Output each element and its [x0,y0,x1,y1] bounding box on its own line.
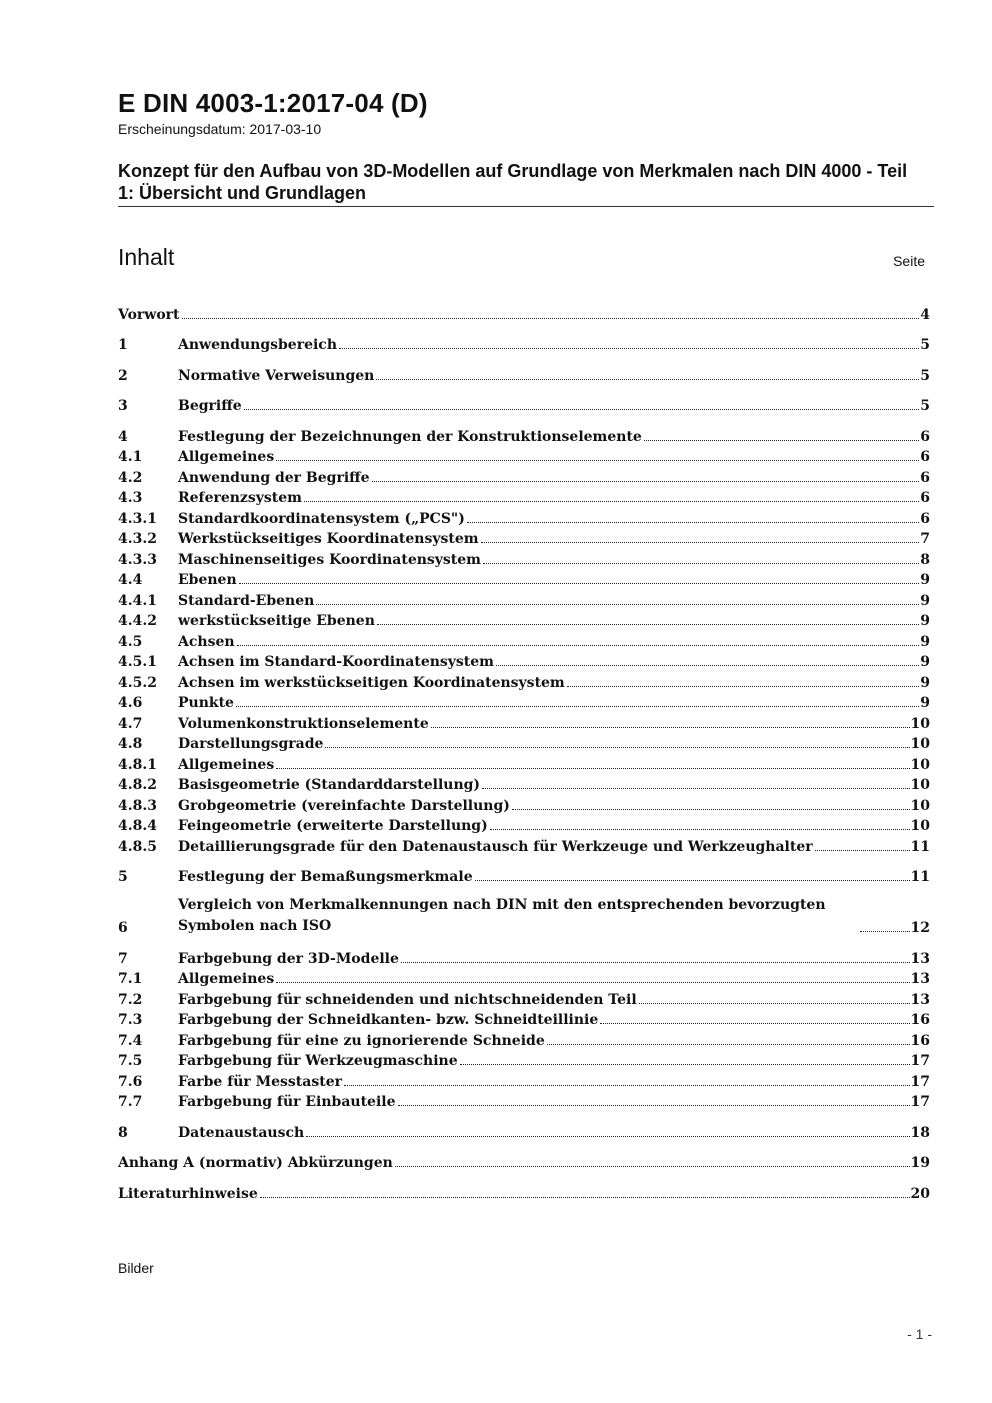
toc-entry-page: 10 [910,818,930,834]
toc-dot-leader [276,768,909,769]
toc-entry-title: Feingeometrie (erweiterte Darstellung) [178,818,488,834]
toc-entry-page: 5 [920,398,930,414]
document-title: Konzept für den Aufbau von 3D-Modellen auf Grundlage von Merkmalen nach DIN 4000 - Teil 1: Übersicht und Grundlagen [118,161,908,203]
toc-entry-title: Datenaustausch [178,1124,305,1141]
toc-entry[interactable] [118,527,930,548]
toc-entry-title: Volumenkonstruktionselemente [178,715,429,732]
toc-dot-leader [344,1085,910,1086]
toc-entry-page: 6 [920,490,930,506]
toc-entry-title: Achsen im Standard-Koordinatensystem [178,654,494,670]
toc-entry[interactable] [118,445,930,466]
toc-entry-number: 4.3 [118,490,143,506]
toc-entry-title: Detaillierungsgrade für den Datenaustausch für Werkzeuge und Werkzeughalter [178,838,813,855]
toc-entry[interactable] [118,650,930,671]
toc-entry[interactable] [118,732,930,753]
toc-entry-number: 6 [118,920,128,936]
toc-entry[interactable] [118,1049,930,1070]
toc-entry[interactable] [118,609,930,630]
toc-entry-number: 7.7 [118,1094,143,1110]
toc-entry-number: 4.3.2 [118,531,157,547]
toc-entry-page: 13 [910,971,930,987]
toc-dot-leader [860,931,910,932]
toc-dot-leader [482,788,909,789]
toc-entry-number: 8 [118,1124,128,1141]
toc-entry[interactable] [118,588,930,609]
toc-dot-leader [304,501,919,502]
toc-entry-page: 8 [920,551,930,568]
toc-entry[interactable] [118,670,930,691]
toc-entry-page: 5 [920,337,930,353]
toc-dot-leader [236,706,919,707]
toc-entry-page: 10 [910,756,930,773]
toc-entry-number: 4 [118,428,128,445]
toc-entry-title: Darstellungsgrade [178,736,324,752]
toc-entry-number: 1 [118,337,128,353]
toc-entry-page: 9 [920,695,930,711]
toc-dot-leader [260,1197,910,1198]
toc-entry[interactable] [118,394,930,415]
toc-dot-leader [512,809,910,810]
toc-entry-number: 4.5.1 [118,654,157,670]
toc-entry-number: 4.2 [118,469,143,486]
toc-dot-leader [276,460,919,461]
toc-entry-title: Achsen im werkstückseitigen Koordinatensystem [178,674,565,691]
toc-entry-title: Anwendung der Begriffe [178,469,370,486]
toc-dot-leader [398,1105,910,1106]
toc-entry-number: 7.6 [118,1073,143,1090]
toc-entry-number: 4.6 [118,695,143,711]
toc-entry-number: 4.4.1 [118,592,157,609]
toc-entry-page: 6 [920,449,930,465]
toc-dot-leader [316,604,919,605]
toc-entry-page: 5 [920,367,930,384]
toc-entry-page: 17 [910,1073,930,1090]
toc-entry-page: 18 [910,1124,930,1141]
toc-entry-title: Anwendungsbereich [178,337,337,353]
toc-dot-leader [377,624,919,625]
toc-dot-leader [567,686,920,687]
toc-dot-leader [547,1044,910,1045]
toc-entry-number: 4.8.2 [118,777,157,793]
toc-entry-number: 7.4 [118,1032,143,1049]
toc-dot-leader [815,850,910,851]
toc-entry-number: 7.3 [118,1012,143,1028]
toc-entry-number: 4.5.2 [118,674,157,691]
toc-entry-title: werkstückseitige Ebenen [178,613,375,629]
toc-entry-page: 9 [920,633,930,650]
toc-entry-number: 4.8.3 [118,797,157,814]
toc-entry[interactable] [118,793,930,814]
toc-entry-page: 7 [920,531,930,547]
toc-dot-leader [372,481,920,482]
toc-entry-title: Literaturhinweise [118,1185,258,1202]
toc-entry-page: 13 [910,950,930,967]
toc-entry[interactable] [118,1120,930,1141]
toc-entry-title: Vergleich von Merkmalkennungen nach DIN mit den entsprechenden bevorzugten Symbolen nach ISO [178,897,826,934]
toc-entry-title: Farbgebung der Schneidkanten- bzw. Schneidteillinie [178,1012,599,1028]
toc-entry[interactable] [118,424,930,445]
toc-dot-leader [395,1166,910,1167]
toc-entry-title: Farbgebung für Werkzeugmaschine [178,1053,458,1069]
toc-entry-page: 9 [920,592,930,609]
toc-entry-page: 9 [920,674,930,691]
toc-entry[interactable] [118,302,930,323]
toc-entry-page: 16 [910,1032,930,1049]
toc-entry[interactable] [118,691,930,712]
toc-entry-page: 9 [920,654,930,670]
toc-dot-leader [239,583,920,584]
toc-entry-number: 4.3.3 [118,551,157,568]
toc-entry-title: Grobgeometrie (vereinfachte Darstellung) [178,797,510,814]
page-number: - 1 - [907,1326,932,1342]
toc-entry[interactable] [118,547,930,568]
toc-entry[interactable] [118,486,930,507]
toc-dot-leader [376,379,919,380]
toc-entry-title: Maschinenseitiges Koordinatensystem [178,551,481,568]
toc-entry-number: 4.8 [118,736,143,752]
document-id: E DIN 4003-1:2017-04 (D) [118,88,428,118]
toc-dot-leader [467,522,919,523]
toc-dot-leader [401,962,910,963]
toc-entry-page: 10 [910,797,930,814]
toc-entry-title: Werkstückseitiges Koordinatensystem [178,531,479,547]
toc-entry-page: 10 [910,777,930,793]
toc-entry-number: 7.2 [118,991,143,1008]
toc-entry-title: Farbgebung für eine zu ignorierende Schneide [178,1032,545,1049]
toc-entry-title: Standardkoordinatensystem („PCS") [178,510,465,527]
toc-entry-title: Farbgebung für Einbauteile [178,1094,396,1110]
toc-entry-title: Farbgebung der 3D-Modelle [178,950,399,967]
toc-entry-page: 10 [910,715,930,732]
toc-entry-page: 9 [920,613,930,629]
toc-entry-title: Allgemeines [178,449,275,465]
toc-entry-number: 4.8.4 [118,818,157,834]
toc-heading: Inhalt [118,244,175,270]
toc-entry-page: 12 [910,920,930,936]
toc-entry[interactable] [118,1151,930,1172]
toc-entry-number: 4.4.2 [118,613,157,629]
toc-entry-page: 17 [910,1094,930,1110]
toc-entry-number: 7.1 [118,971,143,987]
toc-entry-title: Vorwort [118,306,180,323]
table-of-contents [118,302,930,1202]
toc-entry[interactable] [118,1090,930,1111]
toc-entry-number: 4.8.1 [118,756,157,773]
toc-dot-leader [276,982,909,983]
toc-entry-title: Normative Verweisungen [178,367,375,384]
toc-entry-page: 10 [910,736,930,752]
toc-entry-page: 6 [920,428,930,445]
toc-entry[interactable] [118,987,930,1008]
toc-entry-title: Punkte [178,695,234,711]
toc-entry-title: Anhang A (normativ) Abkürzungen [118,1155,393,1171]
toc-dot-leader [182,318,920,319]
toc-entry-number: 3 [118,398,128,414]
toc-dot-leader [481,542,920,543]
toc-entry-title: Basisgeometrie (Standarddarstellung) [178,777,481,793]
toc-entry-number: 5 [118,869,128,885]
toc-entry[interactable] [118,967,930,988]
toc-entry-number: 4.8.5 [118,838,157,855]
toc-entry[interactable] [118,363,930,384]
toc-dot-leader [460,1064,910,1065]
toc-entry-number: 4.3.1 [118,510,157,527]
toc-dot-leader [237,645,920,646]
toc-entry-number: 2 [118,367,128,384]
toc-dot-leader [306,1136,909,1137]
toc-entry[interactable] [118,568,930,589]
toc-entry-number: 4.1 [118,449,143,465]
toc-entry-title: Begriffe [178,398,242,414]
toc-entry-title: Farbgebung für schneidenden und nichtschneidenden Teil [178,991,637,1008]
toc-entry-title: Festlegung der Bemaßungsmerkmale [178,869,473,885]
toc-entry[interactable] [118,752,930,773]
toc-dot-leader [600,1023,909,1024]
toc-entry[interactable] [118,333,930,354]
toc-dot-leader [644,440,919,441]
toc-entry[interactable] [118,1069,930,1090]
toc-entry[interactable] [118,773,930,794]
toc-entry[interactable] [118,946,930,967]
toc-entry[interactable] [118,834,930,855]
toc-entry-page: 6 [920,510,930,527]
toc-entry[interactable] [118,895,930,936]
toc-entry[interactable] [118,865,930,886]
figures-section-label: Bilder [118,1260,154,1276]
toc-entry-page: 4 [920,306,930,323]
toc-entry-page: 9 [920,572,930,588]
toc-entry[interactable] [118,711,930,732]
toc-dot-leader [639,1003,910,1004]
toc-dot-leader [244,409,920,410]
toc-dot-leader [475,880,910,881]
issue-date: Erscheinungsdatum: 2017-03-10 [118,121,322,137]
toc-dot-leader [490,829,910,830]
toc-dot-leader [431,727,910,728]
toc-entry-title: Farbe für Messtaster [178,1073,342,1090]
title-divider [118,206,934,207]
toc-entry-page: 20 [910,1185,930,1202]
toc-entry-number: 7 [118,950,128,967]
toc-entry[interactable] [118,1008,930,1029]
toc-entry[interactable] [118,1181,930,1202]
toc-entry-title: Allgemeines [178,971,275,987]
toc-entry-title: Referenzsystem [178,490,302,506]
toc-entry-page: 11 [910,869,930,885]
toc-entry[interactable] [118,506,930,527]
toc-entry-title: Festlegung der Bezeichnungen der Konstruktionselemente [178,428,642,445]
toc-entry-page: 11 [910,838,930,855]
toc-entry-number: 4.4 [118,572,143,588]
toc-entry[interactable] [118,1028,930,1049]
toc-entry[interactable] [118,814,930,835]
toc-entry-number: 4.7 [118,715,143,732]
toc-entry-title: Allgemeines [178,756,275,773]
toc-entry-number: 7.5 [118,1053,143,1069]
toc-entry-title: Standard-Ebenen [178,592,315,609]
toc-entry-page: 19 [910,1155,930,1171]
toc-entry-number: 4.5 [118,633,143,650]
toc-entry[interactable] [118,629,930,650]
toc-entry-page: 13 [910,991,930,1008]
toc-dot-leader [325,747,909,748]
toc-entry-page: 16 [910,1012,930,1028]
toc-dot-leader [483,563,919,564]
toc-page-column-label: Seite [893,253,925,269]
toc-entry[interactable] [118,465,930,486]
toc-entry-title: Achsen [178,633,235,650]
toc-entry-page: 17 [910,1053,930,1069]
toc-dot-leader [339,348,919,349]
toc-entry-page: 6 [920,469,930,486]
toc-entry-title: Ebenen [178,572,237,588]
toc-dot-leader [496,665,919,666]
